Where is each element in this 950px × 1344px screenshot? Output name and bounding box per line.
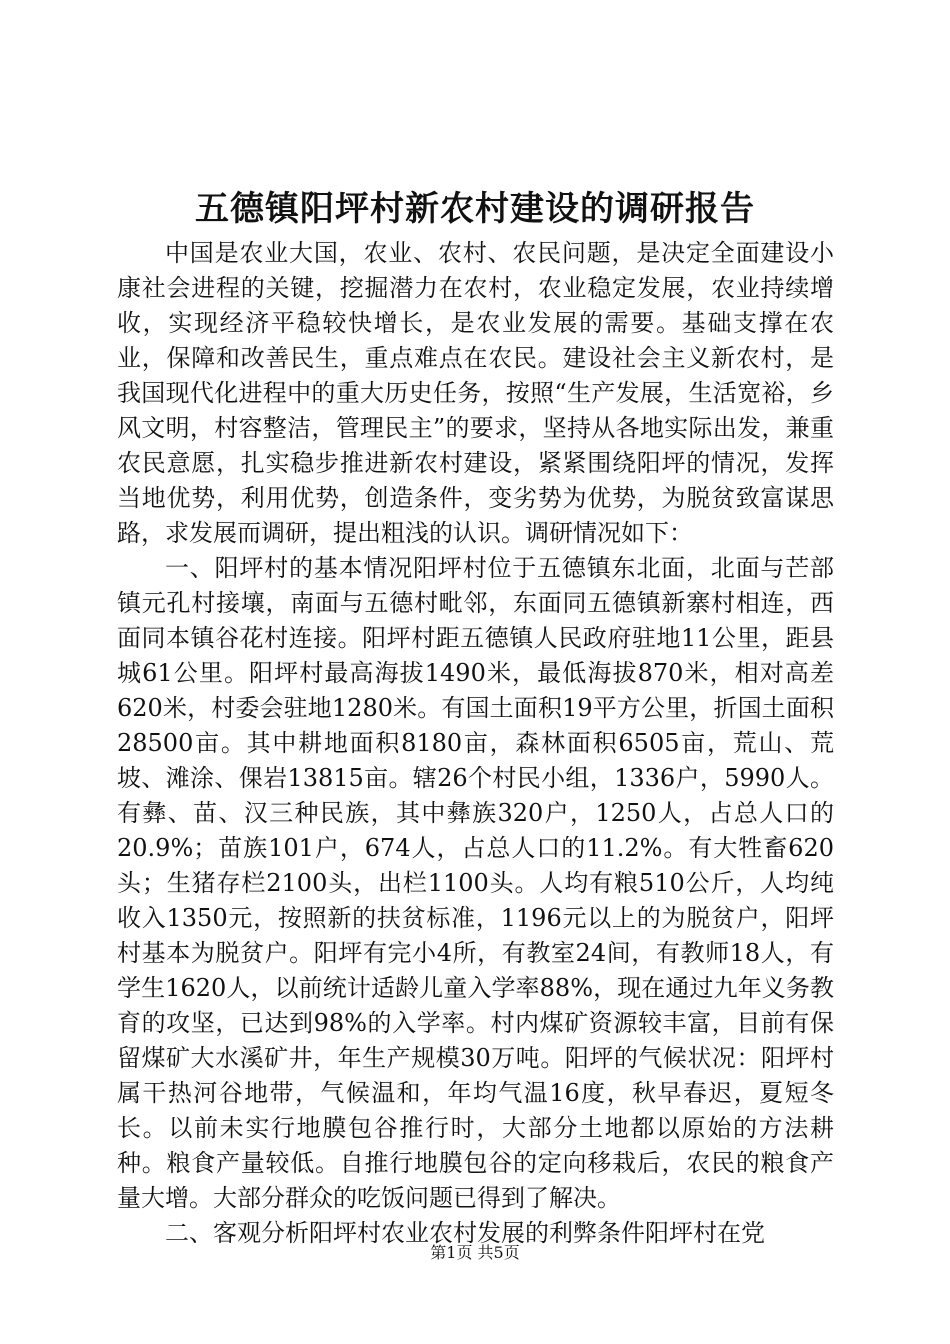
paragraph-analysis: 二、客观分析阳坪村农业农村发展的利弊条件阳坪村在党	[165, 1219, 765, 1247]
page-number-footer: 第1页 共5页	[430, 1243, 520, 1262]
paragraph-intro: 中国是农业大国，农业、农村、农民问题，是决定全面建设小康社会进程的关键，挖掘潜力在农村，农业稳定发展，农业持续增收，实现经济平稳较快增长，是农业发展的需要。基础支撑在农业，保障和改善民生，重点难点在农民。建设社会主义新农村，是我国现代化进程中的重大历史任务，按照“生产发展，生活宽裕，乡风文明，村容整洁，管理民主”的要求，坚持从各地实际出发，兼重农民意愿，扎实稳步推进新农村建设，紧紧围绕阳坪的情况，发挥当地优势，利用优势，创造条件，变劣势为优势，为脱贫致富谋思路，求发展而调研，提出粗浅的认识。调研情况如下：	[117, 239, 834, 547]
document-body	[117, 236, 834, 1251]
document-title: 五德镇阳坪村新农村建设的调研报告	[195, 189, 755, 229]
paragraph-basic-situation: 一、阳坪村的基本情况阳坪村位于五德镇东北面，北面与芒部镇元孔村接壤，南面与五德村毗邻，东面同五德镇新寨村相连，西面同本镇谷花村连接。阳坪村距五德镇人民政府驻地11公里，距县城61公里。阳坪村最高海拔1490米，最低海拔870米，相对高差620米，村委会驻地1280米。有国土面积19平方公里，折国土面积28500亩。其中耕地面积8180亩，森林面积6505亩，荒山、荒坡、滩涂、倮岩13815亩。辖26个村民小组，1336户，5990人。有彝、苗、汉三种民族，其中彝族320户，1250人，占总人口的20.9%；苗族101户，674人，占总人口的11.2%。有大牲畜620头；生猪存栏2100头，出栏1100头。人均有粮510公斤，人均纯收入1350元，按照新的扶贫标准，1196元以上的为脱贫户，阳坪村基本为脱贫户。阳坪有完小4所，有教室24间，有教师18人，有学生1620人，以前统计适龄儿童入学率88%，现在通过九年义务教育的攻坚，已达到98%的入学率。村内煤矿资源较丰富，目前有保留煤矿大水溪矿井，年生产规模30万吨。阳坪的气候状况：阳坪村属干热河谷地带，气候温和，年均气温16度，秋早春迟，夏短冬长。以前未实行地膜包谷推行时，大部分土地都以原始的方法耕种。粮食产量较低。自推行地膜包谷的定向移栽后，农民的粮食产量大增。大部分群众的吃饭问题已得到了解决。	[117, 554, 834, 1212]
